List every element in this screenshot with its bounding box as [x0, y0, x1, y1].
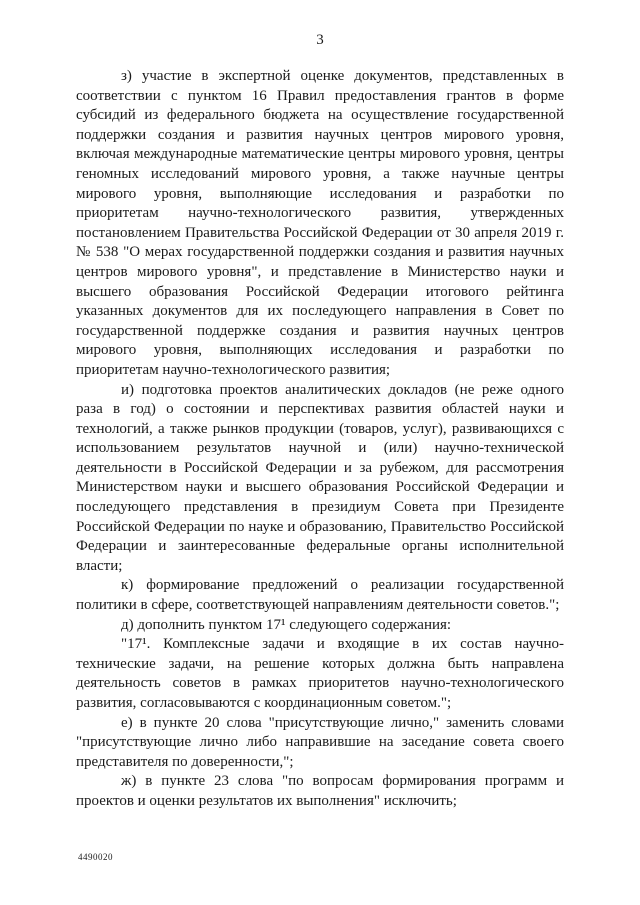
paragraph-e: е) в пункте 20 слова "присутствующие лично," заменить словами "присутствующие лично либо направившие на заседание совета своего представителя по доверенности,"; — [76, 714, 564, 770]
paragraph-17-1: "17¹. Комплексные задачи и входящие в их состав научно-технические задачи, на решение которых должна быть направлена деятельность советов в рамках приоритетов научно-технологического развития, согласовываются с координационным советом."; — [76, 636, 564, 711]
page-number: 3 — [316, 32, 324, 48]
document-code: 4490020 — [78, 852, 113, 862]
document-body — [76, 67, 564, 812]
paragraph-zh: ж) в пункте 23 слова "по вопросам формирования программ и проектов и оценки результатов их выполнения" исключить; — [76, 773, 564, 809]
paragraph-i: и) подготовка проектов аналитических докладов (не реже одного раза в год) о состоянии и перспективах развития областей науки и технологий, а также рынков продукции (товаров, услуг), развивающихся с использованием результатов научной и (или) научно-технической деятельности в Российской Федерации и за рубежом, для рассмотрения Министерством науки и высшего образования Российской Федерации и последующего представления в президиум Совета при Президенте Российской Федерации по науке и образованию, Правительство Российской Федерации и заинтересованные федеральные органы исполнительной власти; — [76, 381, 564, 574]
paragraph-z: з) участие в экспертной оценке документов, представленных в соответствии с пунктом 16 Правил предоставления грантов в форме субсидий из федерального бюджета на осуществление государственной поддержки создания и развития научных центров мирового уровня, включая международные математические центры мирового уровня, центры геномных исследований мирового уровня, а также научные центры мирового уровня, выполняющие исследования и разработки по приоритетам научно-технологического развития, утвержденных постановлением Правительства Российской Федерации от 30 апреля 2019 г. № 538 "О мерах государственной поддержки создания и развития научных центров мирового уровня", и представление в Министерство науки и высшего образования Российской Федерации итогового рейтинга указанных документов для их последующего направления в Совет по государственной поддержке создания и развития научных центров мирового уровня, выполняющих исследования и разработки по приоритетам научно-технологического развития; — [76, 68, 564, 378]
paragraph-d: д) дополнить пунктом 17¹ следующего содержания: — [121, 616, 452, 633]
paragraph-k: к) формирование предложений о реализации государственной политики в сфере, соответствующей направлениям деятельности советов."; — [76, 577, 564, 614]
